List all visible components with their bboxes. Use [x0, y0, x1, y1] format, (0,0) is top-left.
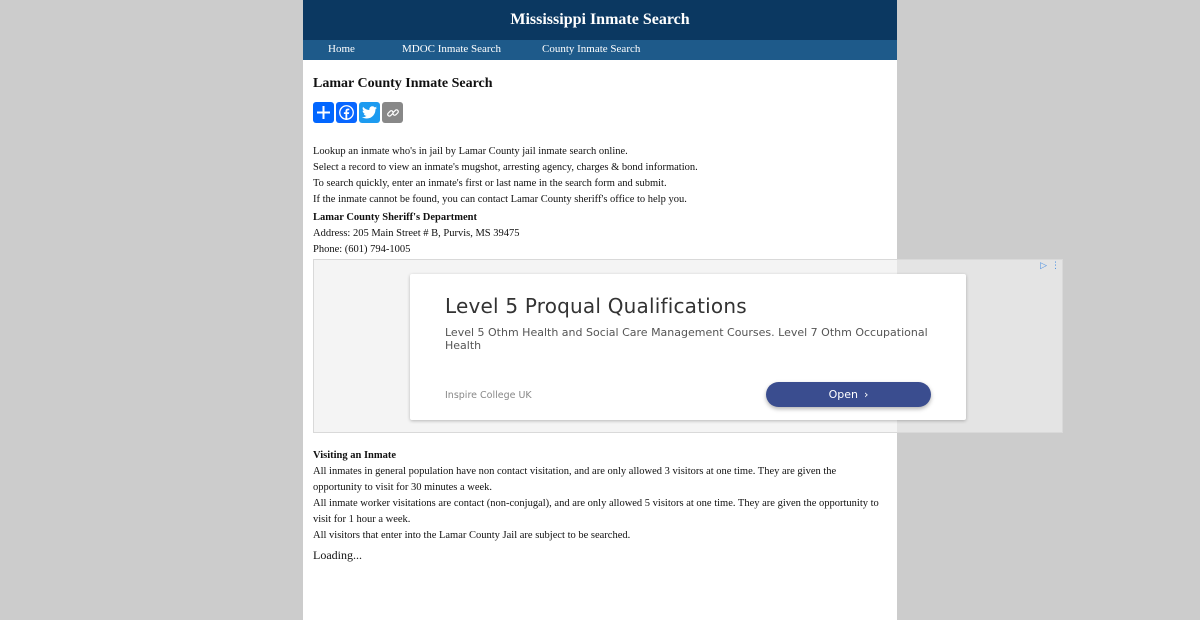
visiting-info — [313, 448, 887, 544]
ad-menu-icon[interactable]: ⋮ — [1051, 261, 1060, 271]
share-buttons — [313, 102, 887, 124]
nav-county-inmate-search-link[interactable]: County Inmate Search — [542, 43, 641, 55]
visiting-line: All visitors that enter into the Lamar County Jail are subject to be searched. — [313, 530, 631, 541]
intro-line: If the inmate cannot be found, you can contact Lamar County sheriff's office to help you. — [313, 194, 687, 205]
nav-mdoc-inmate-search-link[interactable]: MDOC Inmate Search — [402, 43, 501, 55]
top-nav — [303, 40, 897, 60]
copy-link-button[interactable] — [382, 102, 403, 123]
nav-home-link[interactable]: Home — [328, 43, 355, 55]
loading-text: Loading... — [313, 548, 362, 562]
sheriff-address: Address: 205 Main Street # B, Purvis, MS 39475 — [313, 228, 520, 239]
ad-source[interactable]: Inspire College UK — [445, 390, 532, 401]
ad-title[interactable]: Level 5 Proqual Qualifications — [445, 294, 747, 318]
adchoices-play-icon[interactable]: ▷ — [1040, 261, 1047, 271]
site-title[interactable]: Mississippi Inmate Search — [510, 11, 690, 28]
copy-link-icon — [386, 106, 400, 120]
facebook-icon — [339, 105, 354, 120]
advertisement[interactable] — [313, 259, 1063, 433]
visiting-line: All inmate worker visitations are contact (non-conjugal), and are only allowed 5 visitors at one time. They are given the opportunity to visit for 1 hour a week. — [313, 498, 879, 525]
intro-line: Lookup an inmate who's in jail by Lamar County jail inmate search online. — [313, 146, 628, 157]
sheriff-heading: Lamar County Sheriff's Department — [313, 212, 478, 223]
page-title: Lamar County Inmate Search — [313, 76, 493, 91]
visiting-line: All inmates in general population have non contact visitation, and are only allowed 3 visitors at one time. They are given the opportunity to visit for 30 minutes a week. — [313, 466, 837, 493]
intro-line: To search quickly, enter an inmate's first or last name in the search form and submit. — [313, 178, 667, 189]
twitter-share-button[interactable] — [359, 102, 380, 123]
add-share-icon — [317, 106, 330, 119]
ad-open-label: Open — [828, 388, 858, 401]
add-share-button[interactable] — [313, 102, 334, 123]
facebook-share-button[interactable] — [336, 102, 357, 123]
sheriff-info — [313, 210, 887, 258]
site-header — [303, 0, 897, 40]
ad-description[interactable]: Level 5 Othm Health and Social Care Management Courses. Level 7 Othm Occupational Health — [445, 326, 928, 352]
ad-open-button[interactable] — [766, 382, 931, 407]
chevron-right-icon: › — [863, 388, 869, 401]
ad-card[interactable] — [410, 274, 966, 420]
intro-line: Select a record to view an inmate's mugshot, arresting agency, charges & bond information. — [313, 162, 698, 173]
ad-choices[interactable] — [1040, 261, 1060, 271]
visiting-heading: Visiting an Inmate — [313, 450, 397, 461]
sheriff-phone: Phone: (601) 794-1005 — [313, 244, 411, 255]
intro-text — [313, 144, 887, 208]
twitter-icon — [362, 106, 377, 119]
